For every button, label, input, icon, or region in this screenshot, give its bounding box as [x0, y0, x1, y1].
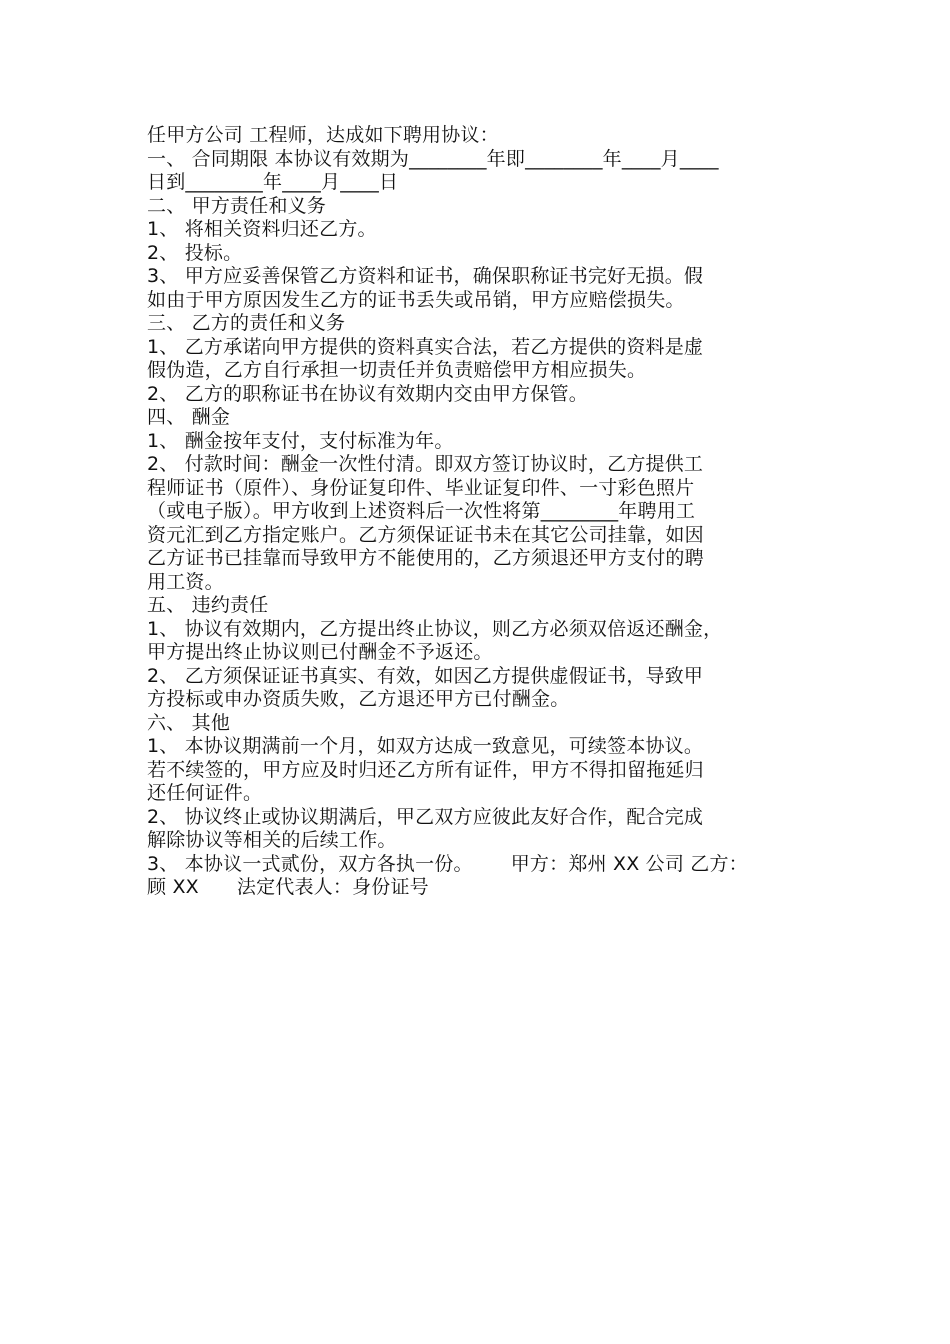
- text-line: 1、 乙方承诺向甲方提供的资料真实合法，若乙方提供的资料是虚: [147, 335, 704, 358]
- text-line: 2、 乙方须保证证书真实、有效，如因乙方提供虚假证书，导致甲: [147, 664, 704, 687]
- text-line: 2、 投标。: [147, 241, 243, 264]
- text-line: 2、 乙方的职称证书在协议有效期内交由甲方保管。: [147, 382, 588, 405]
- text-line: 日到________年____月____日: [147, 171, 399, 193]
- text-line: 1、 本协议期满前一个月，如双方达成一致意见，可续签本协议。: [147, 735, 704, 757]
- text-line: 1、 协议有效期内，乙方提出终止协议，则乙方必须双倍返还酬金，: [147, 617, 723, 640]
- text-line: （或电子版）。甲方收到上述资料后一次性将第________年聘用工: [147, 500, 696, 522]
- text-line: 二、 甲方责任和义务: [147, 194, 327, 217]
- text-line: 解除协议等相关的后续工作。: [147, 829, 397, 851]
- text-line: 一、 合同期限 本协议有效期为________年即________年____月____: [147, 147, 719, 170]
- party-b-name: 顾 XX: [147, 876, 199, 898]
- text-line: 若不续签的，甲方应及时归还乙方所有证件，甲方不得扣留拖延归: [147, 758, 704, 781]
- text-line: 1、 将相关资料归还乙方。: [147, 218, 377, 240]
- text-line: 假伪造，乙方自行承担一切责任并负责赔偿甲方相应损失。: [147, 359, 647, 381]
- party-a-label: 甲方：郑州 XX 公司 乙方：: [510, 852, 748, 875]
- text-line: 3、 甲方应妥善保管乙方资料和证书，确保职称证书完好无损。假: [147, 265, 704, 287]
- text-line: 三、 乙方的责任和义务: [147, 312, 346, 334]
- text-line: 还任何证件。: [147, 782, 263, 804]
- text-line: 四、 酬金: [147, 406, 231, 428]
- text-line: 六、 其他: [147, 711, 231, 734]
- legal-rep-label: 法定代表人：身份证号: [236, 876, 429, 898]
- text-line: 如由于甲方原因发生乙方的证书丢失或吊销，甲方应赔偿损失。: [147, 288, 685, 311]
- text-line: 1、 酬金按年支付，支付标准为年。: [147, 429, 454, 452]
- text-line: 资元汇到乙方指定账户。乙方须保证证书未在其它公司挂靠，如因: [147, 523, 704, 546]
- text-line: 程师证书（原件）、身份证复印件、毕业证复印件、一寸彩色照片: [147, 476, 695, 499]
- signature-line-2: [147, 876, 812, 900]
- text-line: 甲方提出终止协议则已付酬金不予返还。: [147, 641, 493, 663]
- text-line: 2、 付款时间：酬金一次性付清。即双方签订协议时，乙方提供工: [147, 453, 704, 475]
- text-line: 任甲方公司 工程师，达成如下聘用协议：: [147, 124, 499, 146]
- document-lines: [147, 124, 812, 853]
- document-body: [147, 124, 812, 900]
- signature-line-1: [147, 853, 812, 877]
- text-line: 乙方证书已挂靠而导致甲方不能使用的，乙方须退还甲方支付的聘: [147, 547, 704, 569]
- text-line: 五、 违约责任: [147, 594, 269, 616]
- text-line: 用工资。: [147, 570, 224, 593]
- text-line: 方投标或申办资质失败，乙方退还甲方已付酬金。: [147, 688, 570, 710]
- signature-clause: 3、 本协议一式贰份，双方各执一份。: [147, 852, 473, 875]
- text-line: 2、 协议终止或协议期满后，甲乙双方应彼此友好合作，配合完成: [147, 805, 704, 828]
